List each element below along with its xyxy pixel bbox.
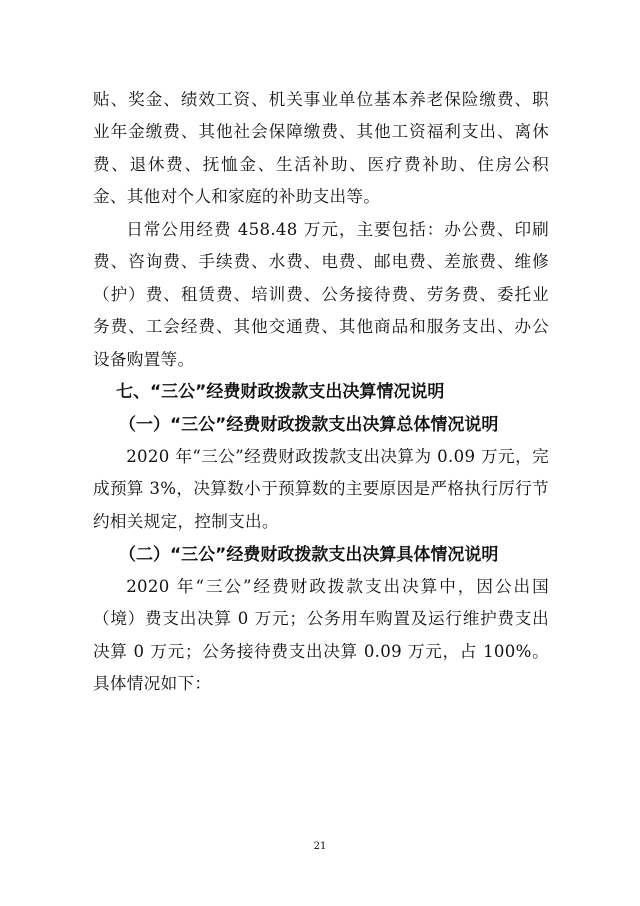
paragraph-personnel-expenses: 贴、奖金、绩效工资、机关事业单位基本养老保险缴费、职业年金缴费、其他社会保障缴费、其他工资福利支出、离休费、退休费、抚恤金、生活补助、医疗费补助、住房公积金、其他对个人和家庭的补助支出等。 (93, 90, 549, 207)
page-number: 21 (313, 841, 327, 852)
section-heading-seven: 七、“三公”经费财政拨款支出决算情况说明 (116, 382, 445, 402)
subsection-heading-specific: （二）“三公”经费财政拨款支出决算具体情况说明 (119, 545, 499, 565)
subsection-heading-overall: （一）“三公”经费财政拨款支出决算总体情况说明 (119, 415, 499, 435)
paragraph-public-expenses: 日常公用经费 458.48 万元，主要包括：办公费、印刷费、咨询费、手续费、水费、电费、邮电费、差旅费、维修（护）费、租赁费、培训费、公务接待费、劳务费、委托业务费、工会经费、其他交通费、其他商品和服务支出、办公设备购置等。 (93, 220, 549, 369)
paragraph-specific-explanation: 2020 年“三公”经费财政拨款支出决算中，因公出国（境）费支出决算 0 万元；公务用车购置及运行维护费支出决算 0 万元；公务接待费支出决算 0.09 万元，占 100%。具体情况如下： (93, 577, 549, 694)
paragraph-overall-explanation: 2020 年“三公”经费财政拨款支出决算为 0.09 万元，完成预算 3%，决算数小于预算数的主要原因是严格执行厉行节约相关规定，控制支出。 (93, 447, 549, 531)
